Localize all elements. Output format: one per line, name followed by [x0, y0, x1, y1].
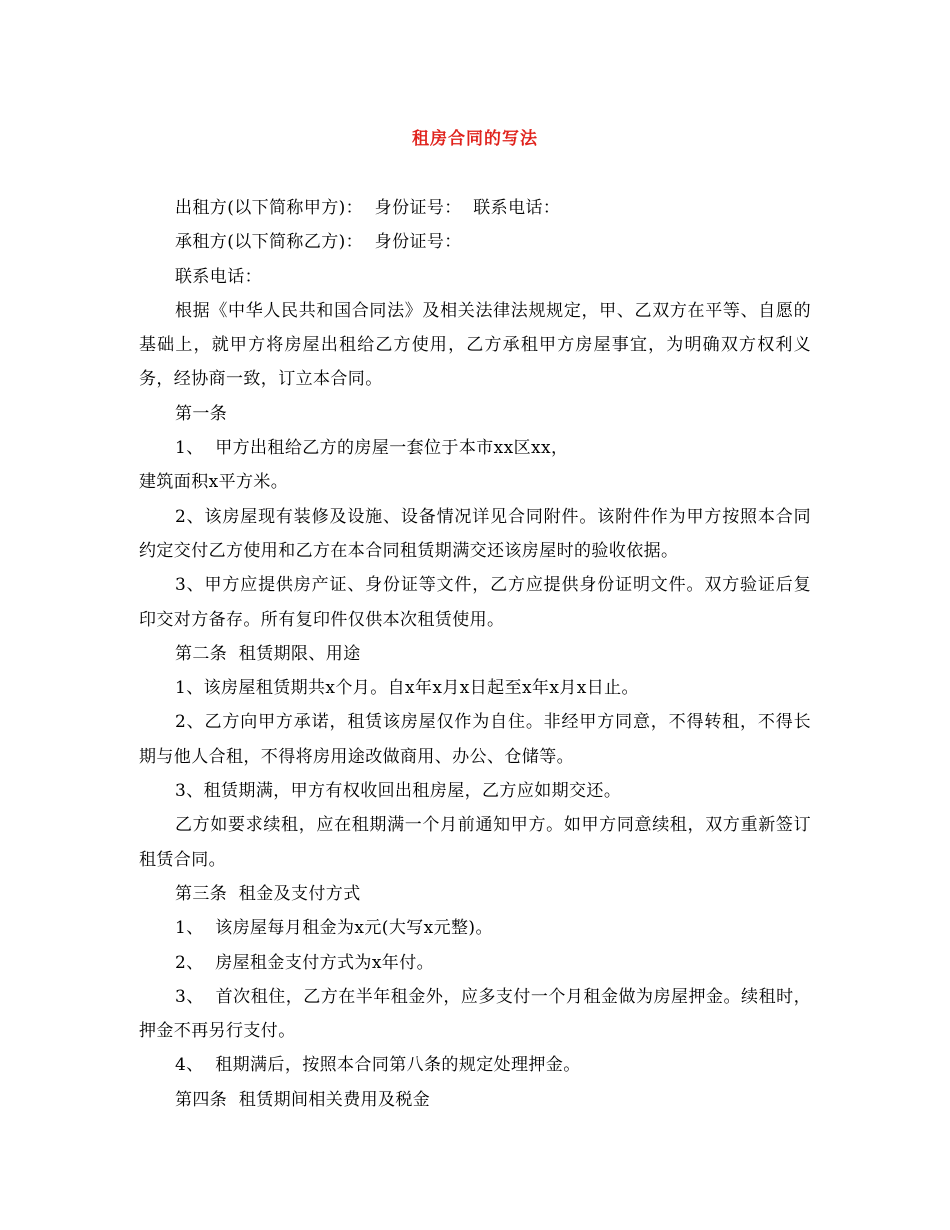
article-4-heading: 第四条 租赁期间相关费用及税金: [175, 1089, 431, 1110]
article-1-clause-2: 2、该房屋现有装修及设施、设备情况详见合同附件。该附件作为甲方按照本合同约定交付乙方使用和乙方在本合同租赁期满交还该房屋时的验收依据。: [139, 506, 811, 561]
article-3-clause-2: 2、 房屋租金支付方式为x年付。: [175, 952, 435, 973]
paragraph-tenant-info: 承租方(以下简称乙方)： 身份证号：: [175, 232, 462, 253]
article-2-renewal: 乙方如要求续租，应在租期满一个月前通知甲方。如甲方同意续租，双方重新签订租赁合同。: [139, 815, 811, 870]
article-3-heading: 第三条 租金及支付方式: [175, 883, 361, 904]
article-1-clause-1-area: 建筑面积x平方米。: [139, 472, 289, 493]
article-1-heading: 第一条: [175, 403, 228, 424]
article-2-clause-2: 2、乙方向甲方承诺，租赁该房屋仅作为自住。非经甲方同意，不得转租，不得长期与他人合租，不得将房用途改做商用、办公、仓储等。: [139, 712, 811, 767]
document-body: [139, 191, 811, 1117]
article-2-clause-3: 3、租赁期满，甲方有权收回出租房屋，乙方应如期交还。: [175, 781, 622, 802]
paragraph-landlord-info: 出租方(以下简称甲方)： 身份证号： 联系电话：: [175, 198, 561, 218]
article-3-clause-1: 1、 该房屋每月租金为x元(大写x元整)。: [175, 918, 493, 939]
paragraph-tenant-phone: 联系电话：: [175, 266, 262, 287]
article-2-heading: 第二条 租赁期限、用途: [175, 643, 361, 664]
article-1-clause-3: 3、甲方应提供房产证、身份证等文件，乙方应提供身份证明文件。双方验证后复印交对方备存。所有复印件仅供本次租赁使用。: [139, 575, 811, 630]
paragraph-preamble: 根据《中华人民共和国合同法》及相关法律法规规定，甲、乙双方在平等、自愿的基础上，就甲方将房屋出租给乙方使用，乙方承租甲方房屋事宜，为明确双方权利义务，经协商一致，订立本合同。: [139, 300, 811, 390]
article-3-clause-4: 4、 租期满后，按照本合同第八条的规定处理押金。: [175, 1055, 581, 1076]
article-3-clause-3: 3、 首次租住，乙方在半年租金外，应多支付一个月租金做为房屋押金。续租时，押金不再另行支付。: [139, 986, 811, 1042]
document-title: 租房合同的写法: [412, 129, 538, 149]
article-1-clause-1: 1、 甲方出租给乙方的房屋一套位于本市xx区xx，: [175, 438, 569, 459]
article-2-clause-1: 1、该房屋租赁期共x个月。自x年x月x日起至x年x月x日止。: [175, 678, 639, 699]
